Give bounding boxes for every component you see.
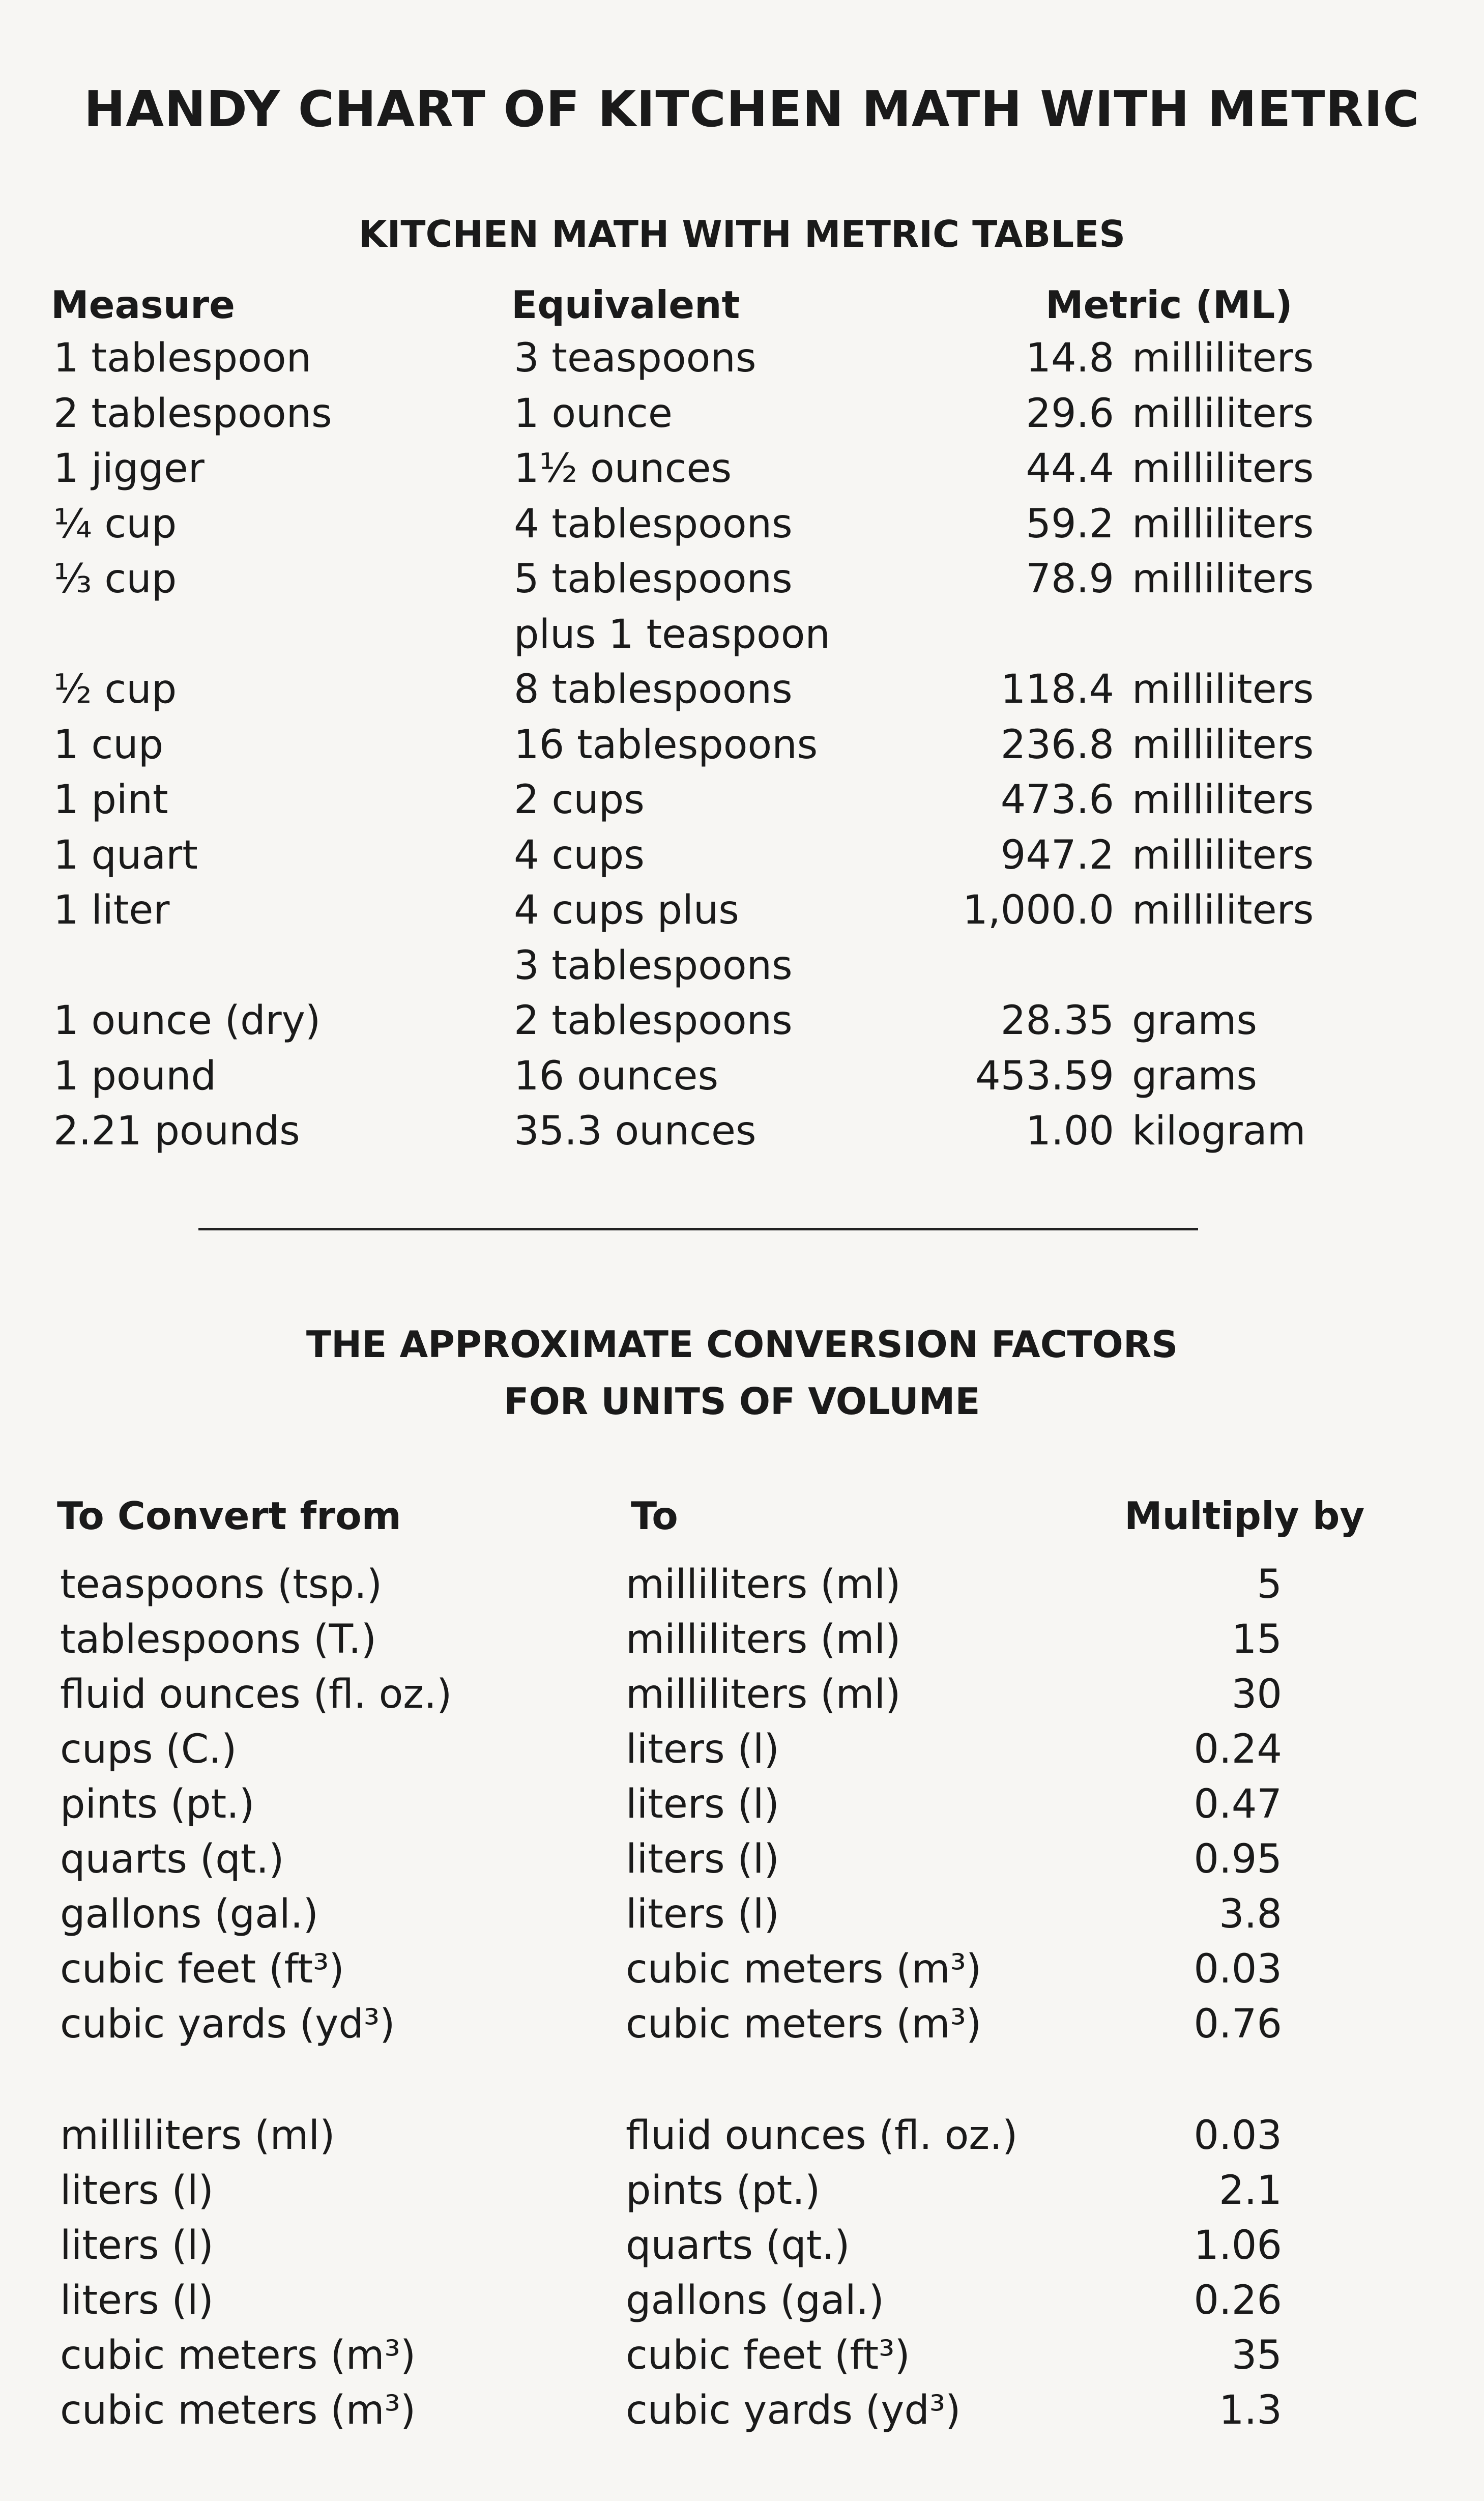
convert-from-cell: cubic meters (m³) — [60, 2388, 416, 2433]
convert-from-cell: quarts (qt.) — [60, 1836, 284, 1882]
header-multiply-by: Multiply by — [1124, 1493, 1365, 1538]
convert-to-cell: cubic feet (ft³) — [626, 2333, 910, 2378]
equivalent-cell: 5 tablespoons — [514, 556, 793, 602]
header-metric: Metric (ML) — [1045, 282, 1293, 327]
measure-cell: 1 liter — [53, 887, 170, 933]
measure-cell: ½ cup — [53, 667, 177, 712]
measure-cell: ⅓ cup — [53, 556, 177, 602]
convert-from-cell: cubic feet (ft³) — [60, 1946, 344, 1992]
metric-value-cell: 1,000.0 — [963, 887, 1114, 933]
factor-cell: 3.8 — [1218, 1891, 1282, 1937]
convert-to-cell: cubic meters (m³) — [626, 1946, 982, 1992]
convert-from-cell: cubic yards (yd³) — [60, 2001, 395, 2047]
metric-value-cell: 28.35 — [1000, 998, 1114, 1044]
factor-cell: 1.06 — [1194, 2223, 1282, 2268]
factor-cell: 0.24 — [1194, 1727, 1282, 1772]
measure-cell: 1 cup — [53, 722, 164, 768]
convert-from-cell: tablespoons (T.) — [60, 1617, 377, 1662]
equivalent-cell: 2 tablespoons — [514, 998, 793, 1044]
metric-value-cell: 118.4 — [1000, 667, 1114, 712]
measure-cell: 1 quart — [53, 832, 198, 878]
factor-cell: 15 — [1231, 1617, 1282, 1662]
convert-to-cell: liters (l) — [626, 1781, 779, 1827]
equivalent-cell: 35.3 ounces — [514, 1108, 756, 1154]
equivalent-cell: 4 cups plus — [514, 887, 739, 933]
convert-to-cell: cubic yards (yd³) — [626, 2388, 961, 2433]
header-equivalent: Equivalent — [511, 282, 740, 327]
equivalent-cell: 3 tablespoons — [514, 942, 793, 989]
equivalent-cell: 16 tablespoons — [514, 722, 818, 768]
convert-to-cell: milliliters (ml) — [626, 1617, 901, 1662]
factor-cell: 35 — [1231, 2333, 1282, 2378]
equivalent-cell: 4 tablespoons — [514, 501, 793, 547]
convert-to-cell: quarts (qt.) — [626, 2223, 850, 2268]
convert-to-cell: cubic meters (m³) — [626, 2001, 982, 2047]
convert-to-cell: milliliters (ml) — [626, 1672, 901, 1717]
convert-from-cell: liters (l) — [60, 2168, 214, 2213]
metric-value-cell: 1.00 — [1026, 1108, 1114, 1154]
metric-unit-cell: milliliters — [1132, 777, 1314, 823]
equivalent-cell: 4 cups — [514, 832, 645, 878]
convert-to-cell: fluid ounces (fl. oz.) — [626, 2113, 1018, 2159]
metric-value-cell: 14.8 — [1026, 335, 1114, 381]
equivalent-cell: 3 teaspoons — [514, 335, 756, 381]
metric-value-cell: 44.4 — [1026, 446, 1114, 492]
metric-unit-cell: milliliters — [1132, 390, 1314, 437]
metric-value-cell: 78.9 — [1026, 556, 1114, 602]
convert-to-cell: milliliters (ml) — [626, 1562, 901, 1607]
measure-cell: 1 pint — [53, 777, 168, 823]
measure-cell: 1 jigger — [53, 446, 205, 492]
measure-cell: 1 ounce (dry) — [53, 998, 321, 1044]
divider — [198, 1228, 1198, 1230]
factor-cell: 0.95 — [1194, 1836, 1282, 1882]
convert-from-cell: fluid ounces (fl. oz.) — [60, 1672, 452, 1717]
convert-to-cell: liters (l) — [626, 1836, 779, 1882]
factor-cell: 0.76 — [1194, 2001, 1282, 2047]
metric-value-cell: 473.6 — [1000, 777, 1114, 823]
factor-cell: 1.3 — [1218, 2388, 1282, 2433]
equivalent-cell: plus 1 teaspoon — [514, 611, 830, 657]
metric-unit-cell: grams — [1132, 1053, 1257, 1099]
measure-cell: ¼ cup — [53, 501, 177, 547]
convert-to-cell: gallons (gal.) — [626, 2278, 884, 2323]
metric-unit-cell: kilogram — [1132, 1108, 1306, 1154]
convert-from-cell: teaspoons (tsp.) — [60, 1562, 383, 1607]
header-to: To — [631, 1493, 678, 1538]
metric-unit-cell: milliliters — [1132, 335, 1314, 381]
equivalent-cell: 2 cups — [514, 777, 645, 823]
equivalent-cell: 1½ ounces — [514, 446, 732, 492]
equivalent-cell: 16 ounces — [514, 1053, 719, 1099]
metric-value-cell: 453.59 — [975, 1053, 1114, 1099]
convert-from-cell: liters (l) — [60, 2223, 214, 2268]
factor-cell: 0.26 — [1194, 2278, 1282, 2323]
measure-cell: 1 tablespoon — [53, 335, 311, 381]
section1-title: KITCHEN MATH WITH METRIC TABLES — [358, 213, 1126, 255]
metric-unit-cell: milliliters — [1132, 722, 1314, 768]
convert-from-cell: milliliters (ml) — [60, 2113, 335, 2159]
convert-to-cell: pints (pt.) — [626, 2168, 821, 2213]
metric-value-cell: 29.6 — [1026, 390, 1114, 437]
equivalent-cell: 8 tablespoons — [514, 667, 793, 712]
metric-unit-cell: milliliters — [1132, 887, 1314, 933]
page-title: HANDY CHART OF KITCHEN MATH WITH METRIC — [84, 80, 1420, 138]
metric-value-cell: 59.2 — [1026, 501, 1114, 547]
factor-cell: 0.03 — [1194, 2113, 1282, 2159]
convert-to-cell: liters (l) — [626, 1727, 779, 1772]
convert-from-cell: cups (C.) — [60, 1727, 237, 1772]
metric-unit-cell: grams — [1132, 998, 1257, 1044]
metric-value-cell: 236.8 — [1000, 722, 1114, 768]
measure-cell: 2 tablespoons — [53, 390, 332, 437]
metric-value-cell: 947.2 — [1000, 832, 1114, 878]
metric-unit-cell: milliliters — [1132, 446, 1314, 492]
factor-cell: 2.1 — [1218, 2168, 1282, 2213]
factor-cell: 30 — [1231, 1672, 1282, 1717]
measure-cell: 1 pound — [53, 1053, 217, 1099]
measure-cell: 2.21 pounds — [53, 1108, 300, 1154]
metric-unit-cell: milliliters — [1132, 501, 1314, 547]
convert-to-cell: liters (l) — [626, 1891, 779, 1937]
equivalent-cell: 1 ounce — [514, 390, 673, 437]
header-convert-from: To Convert from — [57, 1493, 401, 1538]
convert-from-cell: liters (l) — [60, 2278, 214, 2323]
factor-cell: 0.47 — [1194, 1781, 1282, 1827]
header-measure: Measure — [51, 282, 235, 327]
convert-from-cell: cubic meters (m³) — [60, 2333, 416, 2378]
convert-from-cell: pints (pt.) — [60, 1781, 255, 1827]
section2-title-line1: THE APPROXIMATE CONVERSION FACTORS — [306, 1323, 1178, 1366]
metric-unit-cell: milliliters — [1132, 556, 1314, 602]
section2-title-line2: FOR UNITS OF VOLUME — [504, 1380, 980, 1423]
metric-unit-cell: milliliters — [1132, 832, 1314, 878]
factor-cell: 0.03 — [1194, 1946, 1282, 1992]
convert-from-cell: gallons (gal.) — [60, 1891, 318, 1937]
metric-unit-cell: milliliters — [1132, 667, 1314, 712]
factor-cell: 5 — [1257, 1562, 1282, 1607]
